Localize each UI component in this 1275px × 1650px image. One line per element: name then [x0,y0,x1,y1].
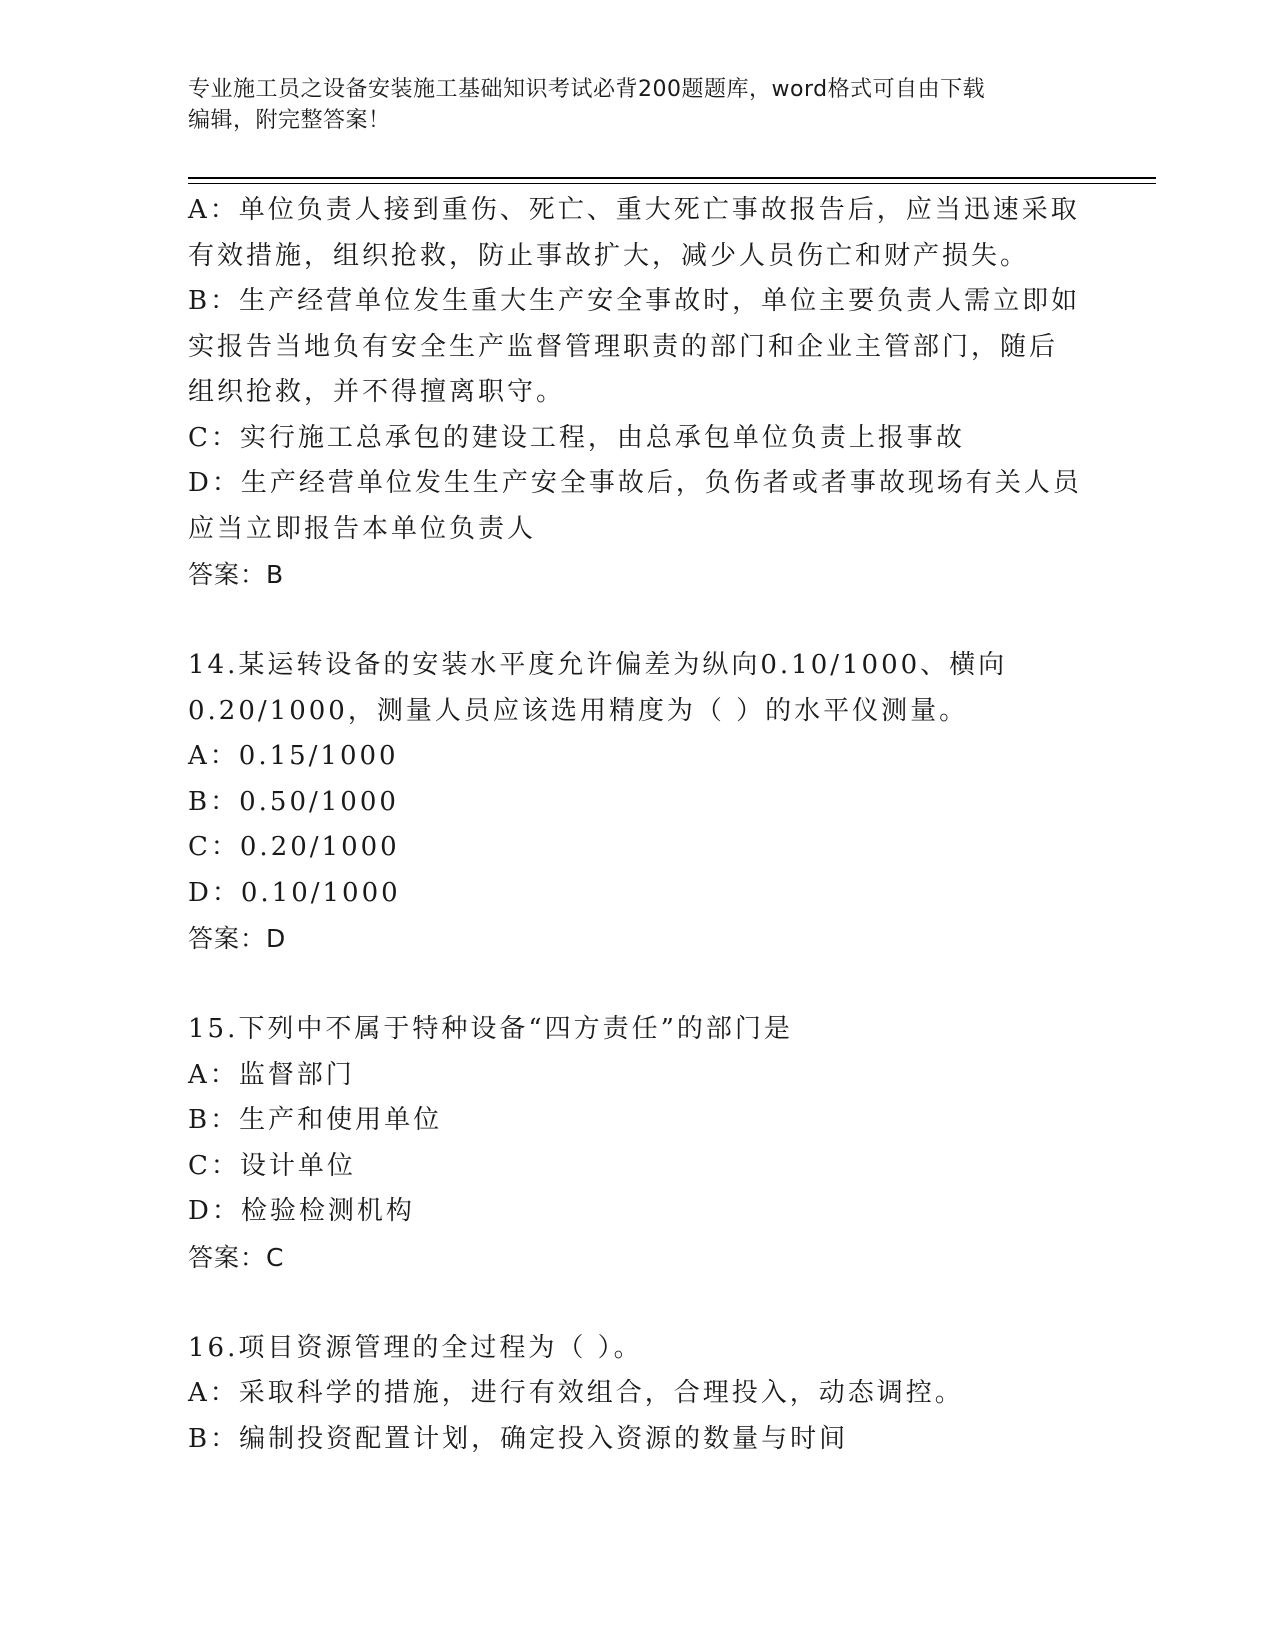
option-a-text-cont: 有效措施，组织抢救，防止事故扩大，减少人员伤亡和财产损失。 [188,240,1030,271]
question-content [188,188,1088,1462]
question-spacer [188,1280,1088,1326]
option-c-text: C：0.20/1000 [188,832,400,862]
document-header [188,74,1068,136]
header-divider-thin [188,183,1156,184]
answer-line: 答案：D [188,924,287,953]
option-d-text: D：检验检测机构 [188,1196,415,1226]
option-b-text-cont: 实报告当地负有安全生产监督管理职责的部门和企业主管部门，随后 [188,331,1059,362]
question-14-stem-cont: 0.20/1000，测量人员应该选用精度为（ ）的水平仪测量。 [188,695,969,726]
option-a-text: A：监督部门 [188,1059,355,1090]
option-a-text: A：采取科学的措施，进行有效组合，合理投入，动态调控。 [188,1378,964,1408]
question-spacer [188,598,1088,644]
question-14-stem: 14.某运转设备的安装水平度允许偏差为纵向0.10/1000、横向 [188,650,1008,680]
header-divider-thick [188,177,1156,179]
header-line-1: 专业施工员之设备安装施工基础知识考试必背200题题库，word格式可自由下载 [188,77,986,102]
option-c-text: C：设计单位 [188,1150,356,1181]
question-16-stem: 16.项目资源管理的全过程为（ ）。 [188,1332,643,1363]
option-a-text: A：单位负责人接到重伤、死亡、重大死亡事故报告后，应当迅速采取 [188,195,1080,225]
option-d-text-cont: 应当立即报告本单位负责人 [188,513,537,544]
answer-line: 答案：C [188,1242,285,1272]
option-b-text: B：编制投资配置计划，确定投入资源的数量与时间 [188,1423,849,1454]
option-c-text: C：实行施工总承包的建设工程，由总承包单位负责上报事故 [188,422,965,453]
option-b-text: B：生产和使用单位 [188,1105,443,1135]
option-d-text: D：0.10/1000 [188,877,401,908]
option-b-text: B：生产经营单位发生重大生产安全事故时，单位主要负责人需立即如 [188,286,1081,316]
option-b-text-cont: 组织抢救，并不得擅离职守。 [188,377,566,407]
header-line-2: 编辑，附完整答案！ [188,108,391,133]
question-spacer [188,962,1088,1008]
option-b-text: B：0.50/1000 [188,786,399,817]
question-15-stem: 15.下列中不属于特种设备“四方责任”的部门是 [188,1014,793,1044]
answer-line: 答案：B [188,560,285,589]
option-a-text: A：0.15/1000 [188,741,399,771]
option-d-text: D：生产经营单位发生生产安全事故后，负伤者或者事故现场有关人员 [188,468,1082,498]
